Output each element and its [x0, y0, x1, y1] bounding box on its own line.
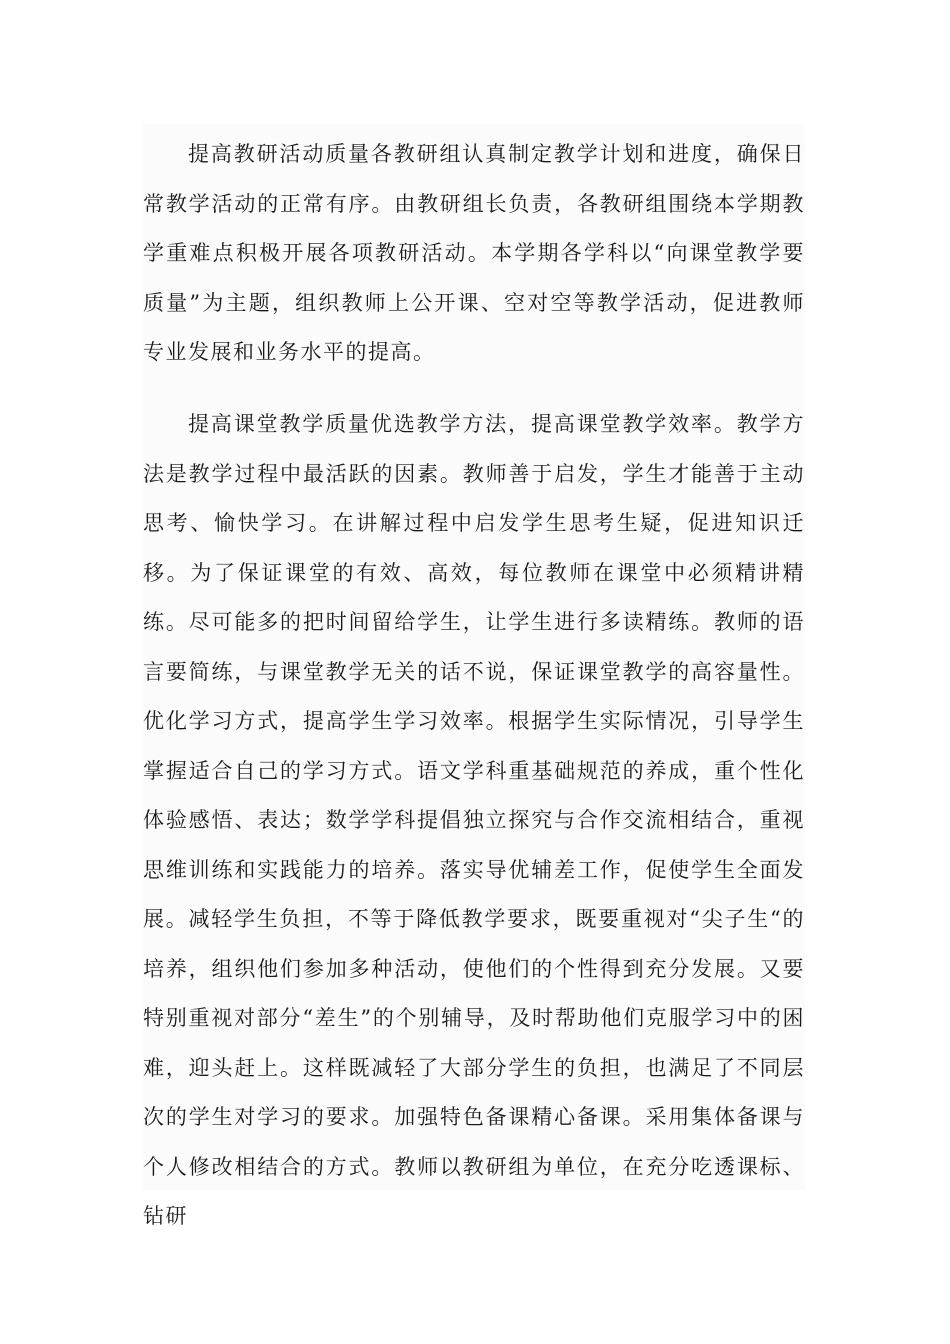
paragraph-classroom-quality: 提高课堂教学质量优选教学方法，提高课堂教学效率。教学方法是教学过程中最活跃的因素。教师善于启发，学生才能善于主动思考、愉快学习。在讲解过程中启发学生思考生疑，促进知识迁移。为了保证课堂的有效、高效，每位教师在课堂中必须精讲精练。尽可能多的把时间留给学生，让学生进行多读精练。教师的语言要简练，与课堂教学无关的话不说，保证课堂教学的高容量性。优化学习方式，提高学生学习效率。根据学生实际情况，引导学生掌握适合自己的学习方式。语文学科重基础规范的养成，重个性化体验感悟、表达；数学学科提倡独立探究与合作交流相结合，重视思维训练和实践能力的培养。落实导优辅差工作，促使学生全面发展。减轻学生负担，不等于降低教学要求，既要重视对“尖子生“的培养，组织他们参加多种活动，使他们的个性得到充分发展。又要特别重视对部分“差生”的个别辅导，及时帮助他们克服学习中的困难，迎头赶上。这样既减轻了大部分学生的负担，也满足了不同层次的学生对学习的要求。加强特色备课精心备课。采用集体备课与个人修改相结合的方式。教师以教研组为单位，在充分吃透课标、钻研 — [143, 412, 805, 1228]
text-block — [143, 124, 805, 1228]
paragraph-teaching-research: 提高教研活动质量各教研组认真制定教学计划和进度，确保日常教学活动的正常有序。由教研组长负责，各教研组围绕本学期教学重难点积极开展各项教研活动。本学期各学科以“向课堂教学要质量”为主题，组织教师上公开课、空对空等教学活动，促进教师专业发展和业务水平的提高。 — [143, 142, 805, 364]
